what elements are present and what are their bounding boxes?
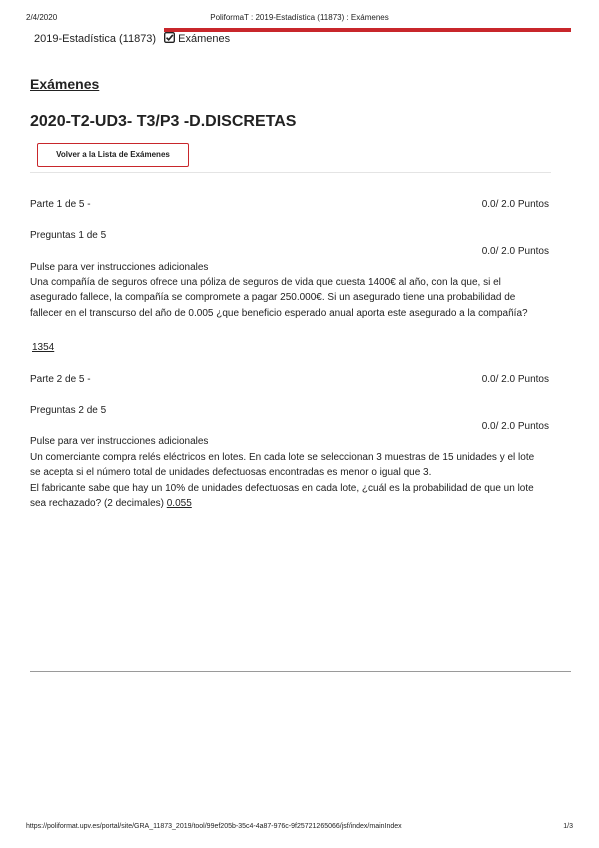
print-header — [26, 13, 573, 25]
part-label: Parte 2 de 5 - — [30, 374, 91, 385]
print-page-title: PoliformaT : 2019-Estadística (11873) : Exámenes — [210, 13, 389, 22]
breadcrumb-course-link[interactable]: 2019-Estadística (11873) — [34, 32, 157, 45]
question-points: 0.0/ 2.0 Puntos — [481, 246, 549, 257]
header-divider — [30, 172, 551, 173]
question-text-line: Una compañía de seguros ofrece una póliza de seguros de vida que cuesta 1400€ al año, con la que, si el — [30, 277, 501, 288]
print-page-number: 1/3 — [563, 823, 573, 830]
instructions-link[interactable]: Pulse para ver instrucciones adicionales — [30, 436, 209, 447]
question-text-line: fallecer en el transcurso del año de 0.005 ¿que beneficio esperado anual aporta este asegurado a la compañía? — [30, 308, 528, 319]
question-points: 0.0/ 2.0 Puntos — [481, 421, 549, 432]
question-text-line: Un comerciante compra relés eléctricos en lotes. En cada lote se seleccionan 3 muestras de 15 unidades y el lote — [30, 452, 535, 463]
question-text-line: El fabricante sabe que hay un 10% de unidades defectuosas en cada lote, ¿cuál es la probabilidad de que un lote — [30, 483, 534, 494]
question-text-tail: sea rechazado? (2 decimales) — [30, 498, 164, 509]
instructions-link[interactable]: Pulse para ver instrucciones adicionales — [30, 262, 209, 273]
checkbox-checked-icon — [164, 32, 175, 43]
breadcrumb-tool[interactable] — [164, 32, 230, 45]
content-bottom-divider — [30, 671, 571, 672]
question-label: Preguntas 2 de 5 — [30, 405, 107, 416]
question-label: Preguntas 1 de 5 — [30, 230, 107, 241]
part-label: Parte 1 de 5 - — [30, 199, 91, 210]
submitted-answer: 1354 — [32, 342, 55, 353]
back-to-exam-list-button[interactable]: Volver a la Lista de Exámenes — [37, 143, 189, 167]
breadcrumb-tool-label: Exámenes — [178, 33, 231, 45]
question-text-line: asegurado fallece, la compañía se compromete a pagar 250.000€. Si un asegurado tiene una probabilidad de — [30, 292, 516, 303]
breadcrumb — [34, 32, 230, 45]
print-url: https://poliformat.upv.es/portal/site/GRA_11873_2019/tool/99ef205b-35c4-4a87-976c-9f25721265066/jsf/index/mainIndex — [26, 823, 402, 830]
print-date: 2/4/2020 — [26, 13, 58, 22]
submitted-answer: 0.055 — [166, 498, 192, 509]
part-points: 0.0/ 2.0 Puntos — [481, 374, 549, 385]
section-heading: Exámenes — [30, 76, 100, 92]
question-text-line: se acepta si el número total de unidades defectuosas encontradas es menor o igual que 3. — [30, 467, 432, 478]
question-text-line — [30, 498, 192, 509]
exam-title: 2020-T2-UD3- T3/P3 -D.DISCRETAS — [30, 113, 297, 130]
part-points: 0.0/ 2.0 Puntos — [481, 199, 549, 210]
